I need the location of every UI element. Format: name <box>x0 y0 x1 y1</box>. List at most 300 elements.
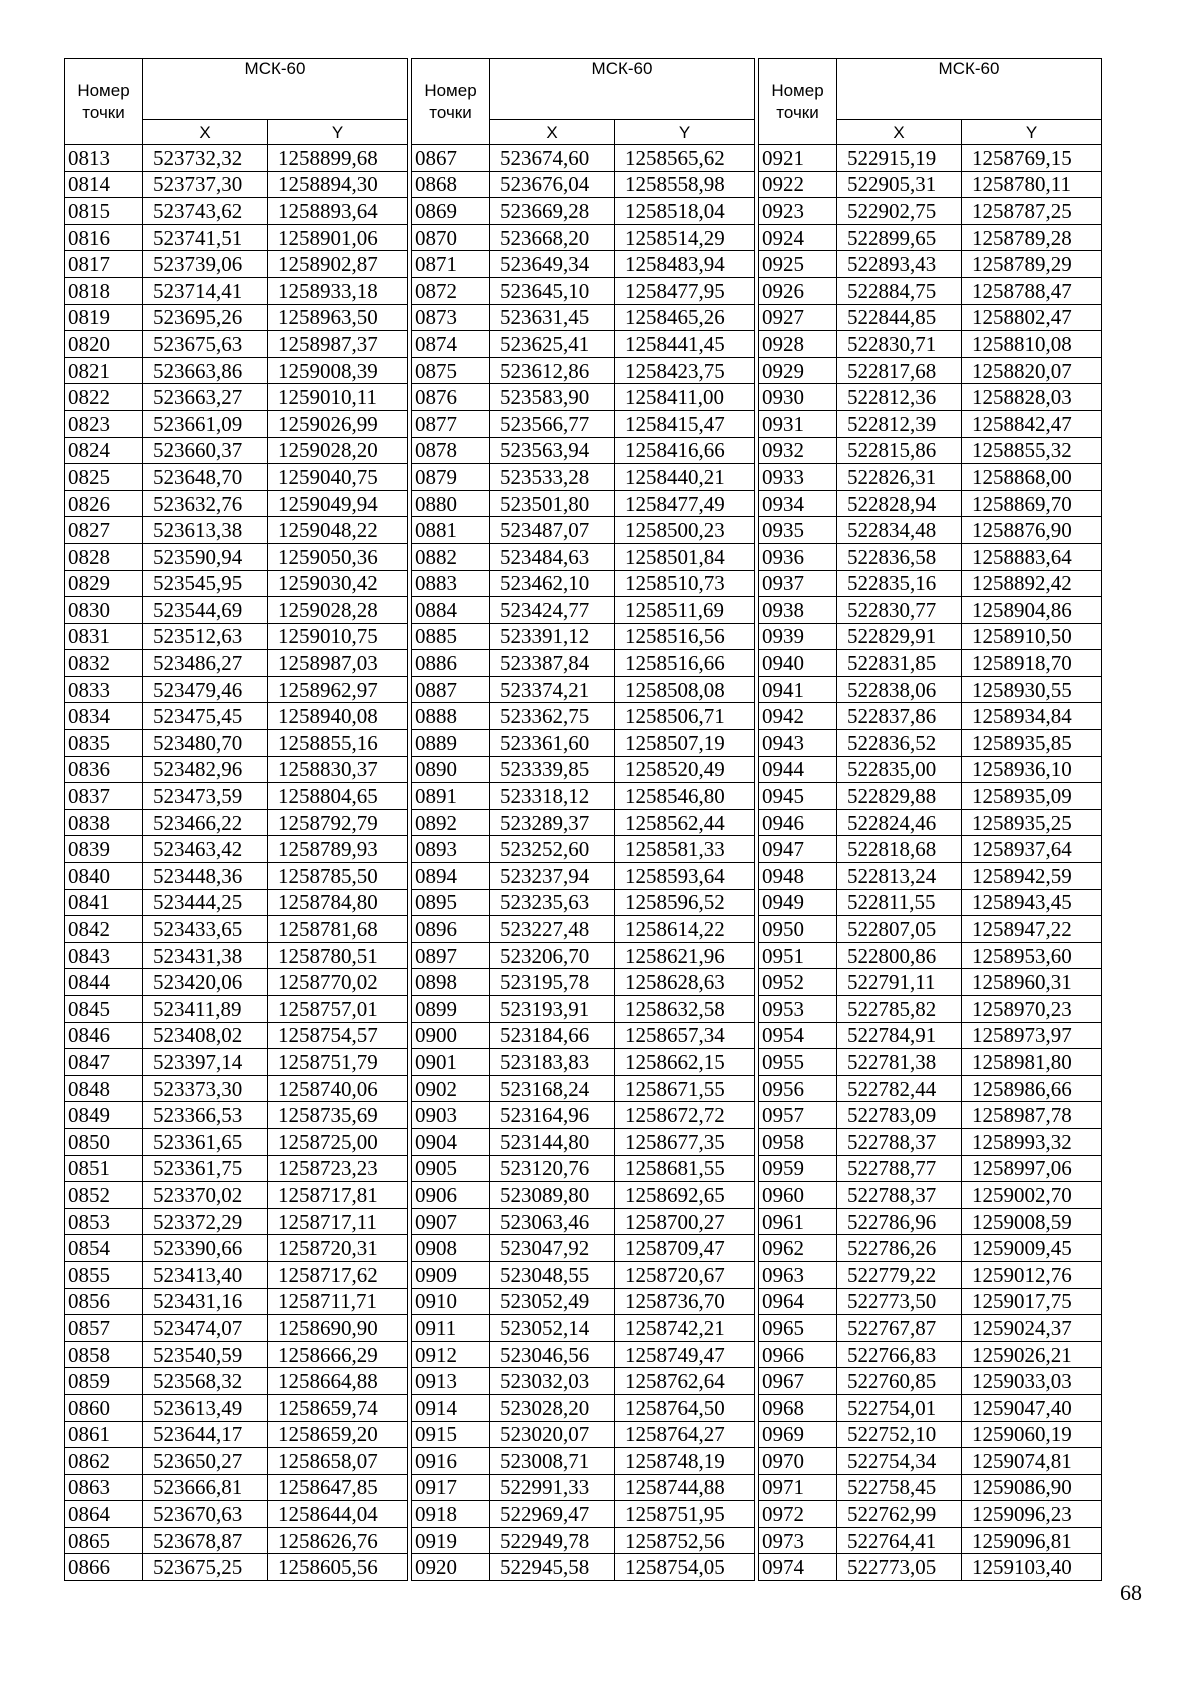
point-number-cell: 0907 <box>412 1208 490 1235</box>
y-coordinate-cell: 1259049,94 <box>268 490 408 517</box>
table-row <box>65 703 408 730</box>
table-row <box>759 916 1102 943</box>
x-coordinate-cell: 522817,68 <box>837 357 962 384</box>
y-coordinate-cell: 1258788,47 <box>962 277 1102 304</box>
x-coordinate-cell: 522893,43 <box>837 251 962 278</box>
y-coordinate-cell: 1259096,81 <box>962 1527 1102 1554</box>
y-coordinate-cell: 1259050,36 <box>268 543 408 570</box>
point-number-cell: 0900 <box>412 1022 490 1049</box>
table-row <box>412 570 755 597</box>
point-number-cell: 0814 <box>65 171 143 198</box>
point-number-cell: 0824 <box>65 437 143 464</box>
table-row <box>412 623 755 650</box>
y-coordinate-cell: 1258987,03 <box>268 650 408 677</box>
point-number-cell: 0924 <box>759 224 837 251</box>
y-coordinate-cell: 1258987,37 <box>268 331 408 358</box>
table-row <box>65 889 408 916</box>
x-coordinate-cell: 522949,78 <box>490 1527 615 1554</box>
table-row <box>759 650 1102 677</box>
y-coordinate-cell: 1258764,50 <box>615 1394 755 1421</box>
table-row <box>65 384 408 411</box>
y-coordinate-cell: 1258986,66 <box>962 1075 1102 1102</box>
x-coordinate-cell: 522811,55 <box>837 889 962 916</box>
point-number-cell: 0823 <box>65 410 143 437</box>
header-x: X <box>143 120 268 145</box>
point-number-cell: 0847 <box>65 1049 143 1076</box>
point-number-cell: 0885 <box>412 623 490 650</box>
table-row <box>65 1368 408 1395</box>
table-row <box>412 730 755 757</box>
point-number-cell: 0848 <box>65 1075 143 1102</box>
point-number-cell: 0850 <box>65 1128 143 1155</box>
x-coordinate-cell: 522788,37 <box>837 1128 962 1155</box>
x-coordinate-cell: 523533,28 <box>490 464 615 491</box>
table-row <box>412 517 755 544</box>
table-row <box>412 1235 755 1262</box>
point-number-cell: 0883 <box>412 570 490 597</box>
x-coordinate-cell: 522884,75 <box>837 277 962 304</box>
y-coordinate-cell: 1258644,04 <box>268 1501 408 1528</box>
y-coordinate-cell: 1258899,68 <box>268 145 408 172</box>
point-number-cell: 0857 <box>65 1315 143 1342</box>
header-y: Y <box>268 120 408 145</box>
table-row <box>65 1554 408 1581</box>
x-coordinate-cell: 523289,37 <box>490 809 615 836</box>
x-coordinate-cell: 522969,47 <box>490 1501 615 1528</box>
table-row <box>65 490 408 517</box>
y-coordinate-cell: 1259028,28 <box>268 597 408 624</box>
x-coordinate-cell: 523391,12 <box>490 623 615 650</box>
y-coordinate-cell: 1258754,05 <box>615 1554 755 1581</box>
y-coordinate-cell: 1258632,58 <box>615 996 755 1023</box>
table-row <box>759 969 1102 996</box>
header-coordinate-system: МСК-60 <box>490 59 755 120</box>
x-coordinate-cell: 523466,22 <box>143 809 268 836</box>
x-coordinate-cell: 523183,83 <box>490 1049 615 1076</box>
x-coordinate-cell: 523361,60 <box>490 730 615 757</box>
y-coordinate-cell: 1258910,50 <box>962 623 1102 650</box>
y-coordinate-cell: 1258802,47 <box>962 304 1102 331</box>
y-coordinate-cell: 1258565,62 <box>615 145 755 172</box>
point-number-cell: 0956 <box>759 1075 837 1102</box>
table-row <box>759 1315 1102 1342</box>
x-coordinate-cell: 523390,66 <box>143 1235 268 1262</box>
table-row <box>759 863 1102 890</box>
y-coordinate-cell: 1258666,29 <box>268 1341 408 1368</box>
point-number-cell: 0955 <box>759 1049 837 1076</box>
x-coordinate-cell: 523397,14 <box>143 1049 268 1076</box>
y-coordinate-cell: 1258757,01 <box>268 996 408 1023</box>
table-row <box>412 969 755 996</box>
y-coordinate-cell: 1258830,37 <box>268 756 408 783</box>
table-row <box>65 1075 408 1102</box>
table-row <box>412 942 755 969</box>
point-number-cell: 0889 <box>412 730 490 757</box>
y-coordinate-cell: 1258520,49 <box>615 756 755 783</box>
point-number-cell: 0895 <box>412 889 490 916</box>
table-row <box>65 1394 408 1421</box>
x-coordinate-cell: 523568,32 <box>143 1368 268 1395</box>
table-row <box>65 1474 408 1501</box>
y-coordinate-cell: 1258933,18 <box>268 277 408 304</box>
table-row <box>759 1288 1102 1315</box>
y-coordinate-cell: 1258514,29 <box>615 224 755 251</box>
point-number-cell: 0926 <box>759 277 837 304</box>
x-coordinate-cell: 522788,37 <box>837 1182 962 1209</box>
point-number-cell: 0904 <box>412 1128 490 1155</box>
x-coordinate-cell: 523164,96 <box>490 1102 615 1129</box>
point-number-cell: 0973 <box>759 1527 837 1554</box>
point-number-cell: 0937 <box>759 570 837 597</box>
table-row <box>65 437 408 464</box>
y-coordinate-cell: 1259009,45 <box>962 1235 1102 1262</box>
point-number-cell: 0922 <box>759 171 837 198</box>
point-number-cell: 0925 <box>759 251 837 278</box>
x-coordinate-cell: 523613,38 <box>143 517 268 544</box>
x-coordinate-cell: 523020,07 <box>490 1421 615 1448</box>
point-number-cell: 0887 <box>412 676 490 703</box>
header-coordinate-system: МСК-60 <box>837 59 1102 120</box>
point-number-cell: 0870 <box>412 224 490 251</box>
y-coordinate-cell: 1258787,25 <box>962 198 1102 225</box>
point-number-cell: 0819 <box>65 304 143 331</box>
y-coordinate-cell: 1258893,64 <box>268 198 408 225</box>
x-coordinate-cell: 523566,77 <box>490 410 615 437</box>
table-row <box>65 942 408 969</box>
x-coordinate-cell: 523420,06 <box>143 969 268 996</box>
point-number-cell: 0829 <box>65 570 143 597</box>
table-row <box>759 756 1102 783</box>
point-number-cell: 0838 <box>65 809 143 836</box>
table-row <box>759 410 1102 437</box>
y-coordinate-cell: 1259002,70 <box>962 1182 1102 1209</box>
table-row <box>759 1022 1102 1049</box>
y-coordinate-cell: 1258792,79 <box>268 809 408 836</box>
table-row <box>412 1527 755 1554</box>
point-number-cell: 0899 <box>412 996 490 1023</box>
x-coordinate-cell: 523168,24 <box>490 1075 615 1102</box>
table-row <box>759 145 1102 172</box>
x-coordinate-cell: 523032,03 <box>490 1368 615 1395</box>
x-coordinate-cell: 523732,32 <box>143 145 268 172</box>
point-number-cell: 0963 <box>759 1261 837 1288</box>
table-row <box>759 1368 1102 1395</box>
table-row <box>412 1022 755 1049</box>
point-number-cell: 0938 <box>759 597 837 624</box>
x-coordinate-cell: 522788,77 <box>837 1155 962 1182</box>
x-coordinate-cell: 523676,04 <box>490 171 615 198</box>
table-row <box>65 809 408 836</box>
y-coordinate-cell: 1258516,56 <box>615 623 755 650</box>
table-row <box>412 1501 755 1528</box>
x-coordinate-cell: 523339,85 <box>490 756 615 783</box>
x-coordinate-cell: 523206,70 <box>490 942 615 969</box>
x-coordinate-cell: 523563,94 <box>490 437 615 464</box>
point-number-cell: 0914 <box>412 1394 490 1421</box>
point-number-cell: 0859 <box>65 1368 143 1395</box>
table-row <box>412 277 755 304</box>
x-coordinate-cell: 522785,82 <box>837 996 962 1023</box>
point-number-cell: 0876 <box>412 384 490 411</box>
point-number-cell: 0968 <box>759 1394 837 1421</box>
y-coordinate-cell: 1258780,51 <box>268 942 408 969</box>
point-number-cell: 0901 <box>412 1049 490 1076</box>
x-coordinate-cell: 522831,85 <box>837 650 962 677</box>
x-coordinate-cell: 523501,80 <box>490 490 615 517</box>
x-coordinate-cell: 522786,96 <box>837 1208 962 1235</box>
table-row <box>759 809 1102 836</box>
y-coordinate-cell: 1258762,64 <box>615 1368 755 1395</box>
x-coordinate-cell: 522779,22 <box>837 1261 962 1288</box>
point-number-cell: 0965 <box>759 1315 837 1342</box>
table-row <box>65 1315 408 1342</box>
y-coordinate-cell: 1258692,65 <box>615 1182 755 1209</box>
table-row <box>759 730 1102 757</box>
y-coordinate-cell: 1258411,00 <box>615 384 755 411</box>
point-number-cell: 0846 <box>65 1022 143 1049</box>
point-number-cell: 0969 <box>759 1421 837 1448</box>
table-row <box>759 437 1102 464</box>
point-number-cell: 0920 <box>412 1554 490 1581</box>
table-row <box>759 490 1102 517</box>
table-row <box>412 1261 755 1288</box>
y-coordinate-cell: 1259026,21 <box>962 1341 1102 1368</box>
x-coordinate-cell: 523695,26 <box>143 304 268 331</box>
y-coordinate-cell: 1259030,42 <box>268 570 408 597</box>
y-coordinate-cell: 1258789,28 <box>962 224 1102 251</box>
y-coordinate-cell: 1259008,59 <box>962 1208 1102 1235</box>
point-number-cell: 0855 <box>65 1261 143 1288</box>
x-coordinate-cell: 523362,75 <box>490 703 615 730</box>
table-row <box>412 331 755 358</box>
y-coordinate-cell: 1258647,85 <box>268 1474 408 1501</box>
point-number-cell: 0836 <box>65 756 143 783</box>
y-coordinate-cell: 1258748,19 <box>615 1448 755 1475</box>
x-coordinate-cell: 522836,58 <box>837 543 962 570</box>
table-row <box>759 1394 1102 1421</box>
y-coordinate-cell: 1258614,22 <box>615 916 755 943</box>
y-coordinate-cell: 1258507,19 <box>615 730 755 757</box>
table-row <box>759 1474 1102 1501</box>
x-coordinate-cell: 523372,29 <box>143 1208 268 1235</box>
y-coordinate-cell: 1258501,84 <box>615 543 755 570</box>
point-number-cell: 0853 <box>65 1208 143 1235</box>
point-number-cell: 0964 <box>759 1288 837 1315</box>
x-coordinate-cell: 523424,77 <box>490 597 615 624</box>
table-row <box>412 198 755 225</box>
point-number-cell: 0875 <box>412 357 490 384</box>
y-coordinate-cell: 1258930,55 <box>962 676 1102 703</box>
point-number-cell: 0962 <box>759 1235 837 1262</box>
y-coordinate-cell: 1258581,33 <box>615 836 755 863</box>
table-row <box>759 1208 1102 1235</box>
x-coordinate-cell: 522767,87 <box>837 1315 962 1342</box>
x-coordinate-cell: 523540,59 <box>143 1341 268 1368</box>
point-number-cell: 0833 <box>65 676 143 703</box>
header-point-number: Номер точки <box>65 59 143 145</box>
point-number-cell: 0909 <box>412 1261 490 1288</box>
point-number-cell: 0943 <box>759 730 837 757</box>
y-coordinate-cell: 1258709,47 <box>615 1235 755 1262</box>
x-coordinate-cell: 522766,83 <box>837 1341 962 1368</box>
table-row <box>412 1448 755 1475</box>
y-coordinate-cell: 1258940,08 <box>268 703 408 730</box>
table-row <box>412 1474 755 1501</box>
x-coordinate-cell: 522828,94 <box>837 490 962 517</box>
y-coordinate-cell: 1258720,67 <box>615 1261 755 1288</box>
x-coordinate-cell: 522830,77 <box>837 597 962 624</box>
table-row <box>412 836 755 863</box>
point-number-cell: 0852 <box>65 1182 143 1209</box>
point-number-cell: 0934 <box>759 490 837 517</box>
x-coordinate-cell: 523089,80 <box>490 1182 615 1209</box>
table-row <box>65 570 408 597</box>
x-coordinate-cell: 522815,86 <box>837 437 962 464</box>
table-row <box>759 277 1102 304</box>
point-number-cell: 0936 <box>759 543 837 570</box>
x-coordinate-cell: 522844,85 <box>837 304 962 331</box>
point-number-cell: 0948 <box>759 863 837 890</box>
table-row <box>65 1448 408 1475</box>
point-number-cell: 0932 <box>759 437 837 464</box>
point-number-cell: 0942 <box>759 703 837 730</box>
table-row <box>412 1155 755 1182</box>
y-coordinate-cell: 1259010,11 <box>268 384 408 411</box>
table-row <box>412 1128 755 1155</box>
y-coordinate-cell: 1258518,04 <box>615 198 755 225</box>
point-number-cell: 0958 <box>759 1128 837 1155</box>
page-number: 68 <box>1120 1580 1142 1605</box>
table-row <box>65 410 408 437</box>
y-coordinate-cell: 1258742,21 <box>615 1315 755 1342</box>
y-coordinate-cell: 1258735,69 <box>268 1102 408 1129</box>
header-y: Y <box>962 120 1102 145</box>
point-number-cell: 0863 <box>65 1474 143 1501</box>
x-coordinate-cell: 522826,31 <box>837 464 962 491</box>
y-coordinate-cell: 1258997,06 <box>962 1155 1102 1182</box>
x-coordinate-cell: 523512,63 <box>143 623 268 650</box>
table-row <box>65 1288 408 1315</box>
table-row <box>412 703 755 730</box>
x-coordinate-cell: 523474,07 <box>143 1315 268 1342</box>
x-coordinate-cell: 523479,46 <box>143 676 268 703</box>
table-row <box>759 517 1102 544</box>
y-coordinate-cell: 1258942,59 <box>962 863 1102 890</box>
x-coordinate-cell: 523387,84 <box>490 650 615 677</box>
x-coordinate-cell: 523411,89 <box>143 996 268 1023</box>
table-row <box>412 676 755 703</box>
table-row <box>412 464 755 491</box>
table-row <box>759 224 1102 251</box>
table-row <box>65 1049 408 1076</box>
point-number-cell: 0957 <box>759 1102 837 1129</box>
table-row <box>65 1128 408 1155</box>
x-coordinate-cell: 523374,21 <box>490 676 615 703</box>
table-row <box>412 1554 755 1581</box>
header-y: Y <box>615 120 755 145</box>
y-coordinate-cell: 1259086,90 <box>962 1474 1102 1501</box>
table-row <box>65 650 408 677</box>
coordinates-table-1 <box>64 58 408 1581</box>
y-coordinate-cell: 1258770,02 <box>268 969 408 996</box>
y-coordinate-cell: 1258511,69 <box>615 597 755 624</box>
x-coordinate-cell: 523184,66 <box>490 1022 615 1049</box>
x-coordinate-cell: 523545,95 <box>143 570 268 597</box>
point-number-cell: 0933 <box>759 464 837 491</box>
point-number-cell: 0915 <box>412 1421 490 1448</box>
y-coordinate-cell: 1258593,64 <box>615 863 755 890</box>
x-coordinate-cell: 523373,30 <box>143 1075 268 1102</box>
table-row <box>412 889 755 916</box>
x-coordinate-cell: 522812,36 <box>837 384 962 411</box>
point-number-cell: 0877 <box>412 410 490 437</box>
x-coordinate-cell: 523741,51 <box>143 224 268 251</box>
x-coordinate-cell: 523052,14 <box>490 1315 615 1342</box>
x-coordinate-cell: 523361,65 <box>143 1128 268 1155</box>
table-row <box>65 623 408 650</box>
table-row <box>759 464 1102 491</box>
x-coordinate-cell: 523663,86 <box>143 357 268 384</box>
table-row <box>65 916 408 943</box>
y-coordinate-cell: 1258868,00 <box>962 464 1102 491</box>
point-number-cell: 0951 <box>759 942 837 969</box>
point-number-cell: 0911 <box>412 1315 490 1342</box>
table-row <box>412 171 755 198</box>
y-coordinate-cell: 1258628,63 <box>615 969 755 996</box>
point-number-cell: 0878 <box>412 437 490 464</box>
x-coordinate-cell: 523648,70 <box>143 464 268 491</box>
y-coordinate-cell: 1258465,26 <box>615 304 755 331</box>
header-x: X <box>837 120 962 145</box>
point-number-cell: 0946 <box>759 809 837 836</box>
x-coordinate-cell: 523052,49 <box>490 1288 615 1315</box>
x-coordinate-cell: 523625,41 <box>490 331 615 358</box>
point-number-cell: 0872 <box>412 277 490 304</box>
x-coordinate-cell: 523120,76 <box>490 1155 615 1182</box>
y-coordinate-cell: 1258934,84 <box>962 703 1102 730</box>
y-coordinate-cell: 1258963,50 <box>268 304 408 331</box>
y-coordinate-cell: 1258562,44 <box>615 809 755 836</box>
table-row <box>412 1075 755 1102</box>
point-number-cell: 0867 <box>412 145 490 172</box>
y-coordinate-cell: 1258662,15 <box>615 1049 755 1076</box>
x-coordinate-cell: 523473,59 <box>143 783 268 810</box>
x-coordinate-cell: 522813,24 <box>837 863 962 890</box>
y-coordinate-cell: 1258935,09 <box>962 783 1102 810</box>
table-row <box>412 809 755 836</box>
y-coordinate-cell: 1258970,23 <box>962 996 1102 1023</box>
y-coordinate-cell: 1259017,75 <box>962 1288 1102 1315</box>
x-coordinate-cell: 523431,16 <box>143 1288 268 1315</box>
point-number-cell: 0849 <box>65 1102 143 1129</box>
table-row <box>759 1102 1102 1129</box>
x-coordinate-cell: 523318,12 <box>490 783 615 810</box>
point-number-cell: 0893 <box>412 836 490 863</box>
table-row <box>412 1208 755 1235</box>
x-coordinate-cell: 522762,99 <box>837 1501 962 1528</box>
point-number-cell: 0918 <box>412 1501 490 1528</box>
point-number-cell: 0971 <box>759 1474 837 1501</box>
x-coordinate-cell: 523675,25 <box>143 1554 268 1581</box>
y-coordinate-cell: 1258876,90 <box>962 517 1102 544</box>
coordinates-table-3 <box>758 58 1102 1581</box>
y-coordinate-cell: 1258508,08 <box>615 676 755 703</box>
table-row <box>65 543 408 570</box>
table-row <box>65 331 408 358</box>
table-row <box>65 756 408 783</box>
y-coordinate-cell: 1258892,42 <box>962 570 1102 597</box>
point-number-cell: 0928 <box>759 331 837 358</box>
